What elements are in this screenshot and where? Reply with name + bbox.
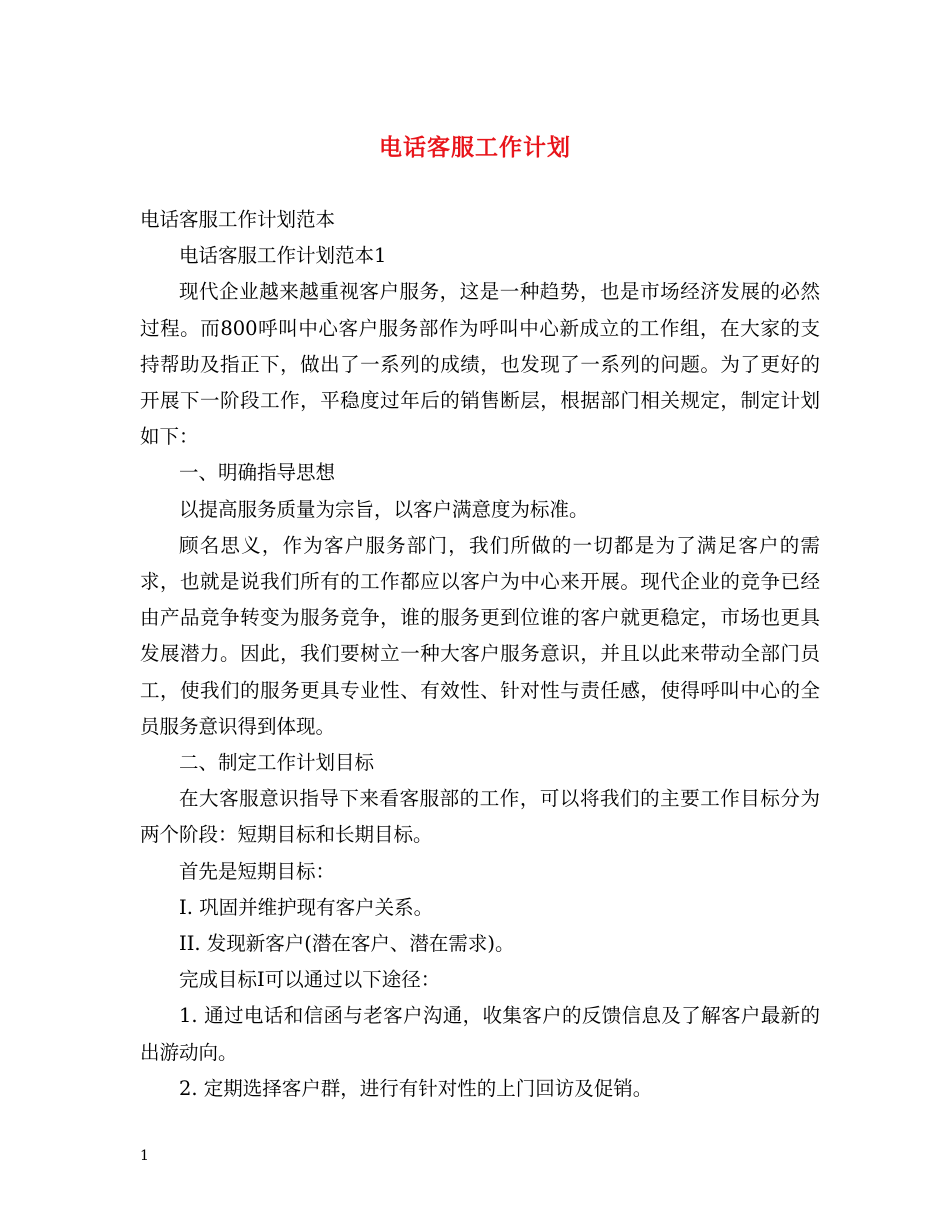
list-item: 1. 通过电话和信函与老客户沟通，收集客户的反馈信息及了解客户最新的出游动向。 — [140, 1004, 820, 1064]
paragraph: 以提高服务质量为宗旨，以客户满意度为标准。 — [179, 497, 589, 521]
document-body — [140, 202, 820, 1107]
paragraph: 首先是短期目标： — [179, 859, 336, 883]
paragraph: 在大客服意识指导下来看客服部的工作，可以将我们的主要工作目标分为两个阶段：短期目标和长期目标。 — [140, 787, 820, 847]
section-heading-1: 一、明确指导思想 — [179, 461, 336, 485]
list-item: II. 发现新客户(潜在客户、潜在需求)。 — [179, 932, 515, 956]
list-item: I. 巩固并维护现有客户关系。 — [179, 895, 434, 919]
paragraph: 完成目标I可以通过以下途径： — [179, 968, 441, 992]
section-heading-2: 二、制定工作计划目标 — [179, 751, 375, 775]
paragraph: 顾名思义，作为客户服务部门，我们所做的一切都是为了满足客户的需求，也就是说我们所有的工作都应以客户为中心来开展。现代企业的竞争已经由产品竞争转变为服务竞争，谁的服务更到位谁的客户就更稳定，市场也更具发展潜力。因此，我们要树立一种大客户服务意识，并且以此来带动全部门员工，使我们的服务更具专业性、有效性、针对性与责任感，使得呼叫中心的全员服务意识得到体现。 — [140, 533, 820, 738]
paragraph-intro: 现代企业越来越重视客户服务，这是一种趋势，也是市场经济发展的必然过程。而800呼叫中心客户服务部作为呼叫中心新成立的工作组，在大家的支持帮助及指正下，做出了一系列的成绩，也发现了一系列的问题。为了更好的开展下一阶段工作，平稳度过年后的销售断层，根据部门相关规定，制定计划如下： — [140, 280, 820, 449]
paragraph-subheading: 电话客服工作计划范本1 — [179, 244, 387, 268]
document-title: 电话客服工作计划 — [379, 134, 571, 161]
page-number: 1 — [140, 1148, 149, 1164]
list-item: 2. 定期选择客户群，进行有针对性的上门回访及促销。 — [179, 1076, 653, 1100]
paragraph-heading: 电话客服工作计划范本 — [140, 208, 336, 231]
